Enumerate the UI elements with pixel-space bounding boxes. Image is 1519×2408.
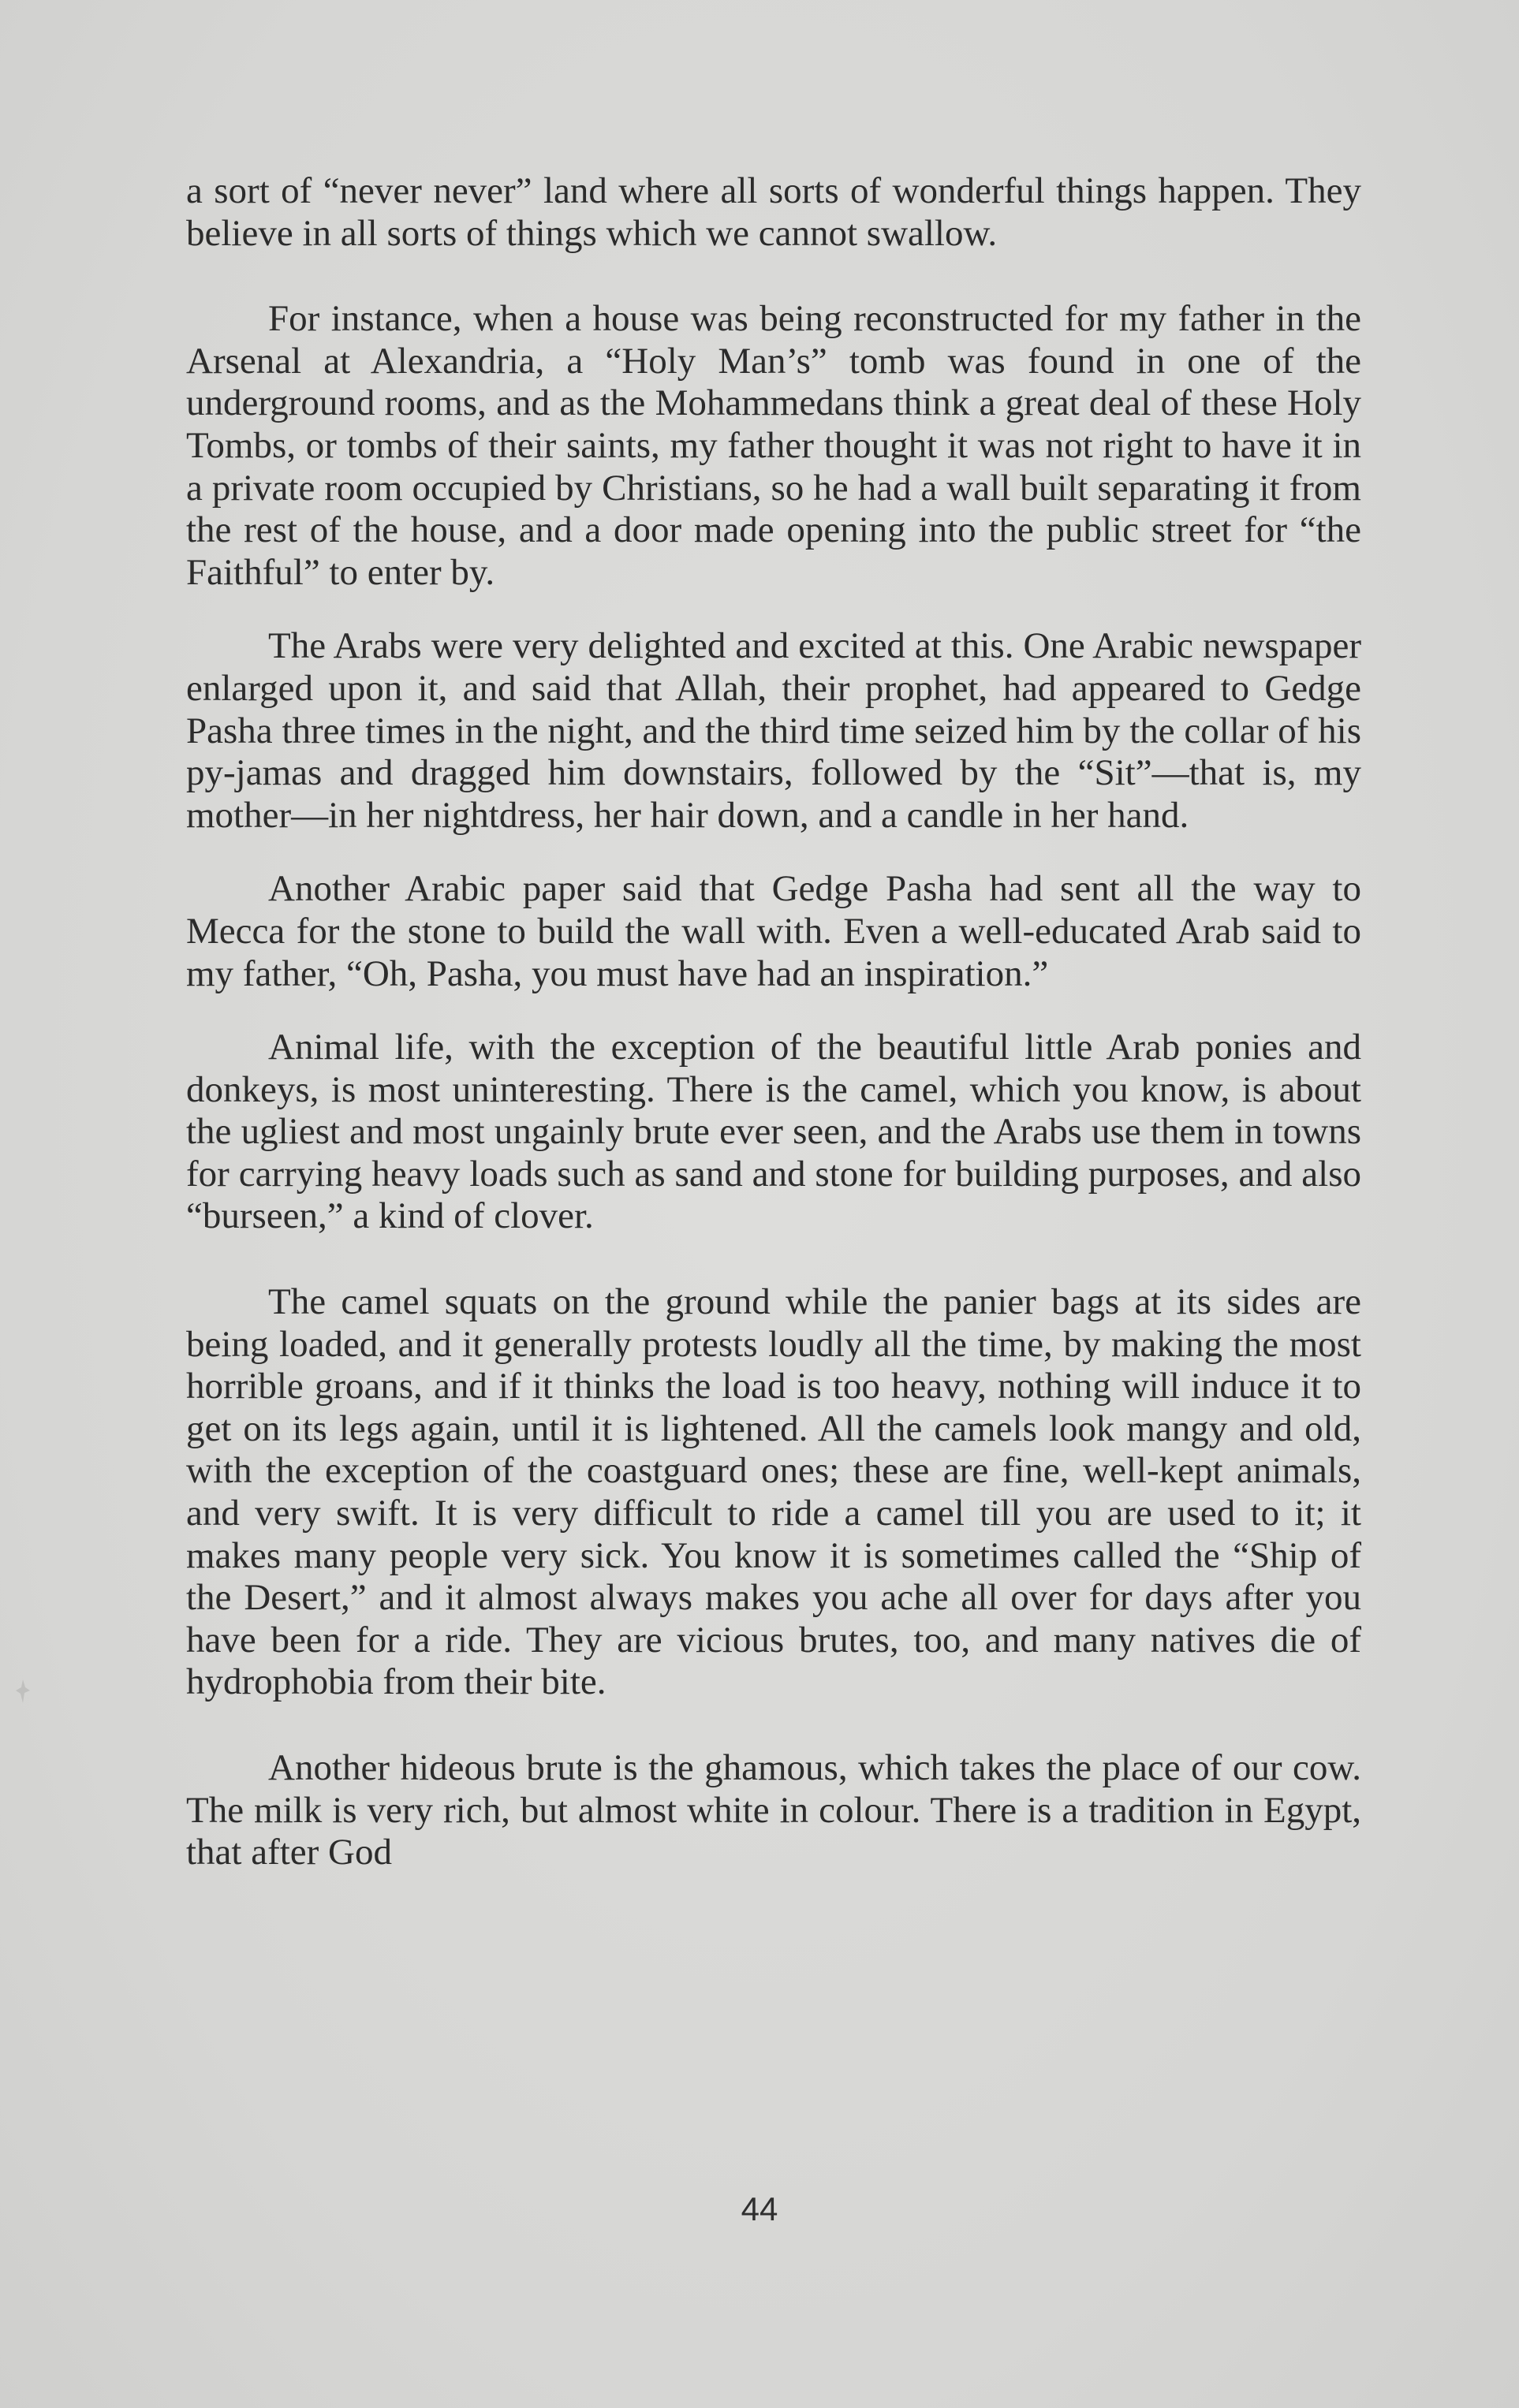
paragraph-mecca-stone: Another Arabic paper said that Gedge Pasha had sent all the way to Mecca for the stone to build the wall with. Even a well-educated Arab said to my father, “Oh, Pasha, you must have had an inspiration.”	[186, 868, 1361, 994]
paper-speck-mark	[14, 1678, 32, 1705]
paragraph-arab-newspaper: The Arabs were very delighted and excited at this. One Arabic newspaper enlarged upon it, and said that Allah, their prophet, had appeared to Gedge Pasha three times in the night, and the third time seized him by the collar of his py-jamas and dragged him downstairs, followed by the “Sit”—that is, my mother—in her nightdress, her hair down, and a candle in her hand.	[186, 625, 1361, 836]
paragraph-holy-tomb: For instance, when a house was being reconstructed for my father in the Arsenal at Alexandria, a “Holy Man’s” tomb was found in one of the underground rooms, and as the Mohammedans think a great deal of these Holy Tombs, or tombs of their saints, my father thought it was not right to have it in a private room occupied by Christians, so he had a wall built separating it from the rest of the house, and a door made opening into the public street for “the Faithful” to enter by.	[186, 298, 1361, 593]
page-number: 44	[741, 2190, 778, 2227]
paragraph-continued: a sort of “never never” land where all sorts of wonderful things happen. They believe in all sorts of things which we cannot swallow.	[186, 170, 1361, 254]
paragraph-animal-life: Animal life, with the exception of the beautiful little Arab ponies and donkeys, is most uninteresting. There is the camel, which you know, is about the ugliest and most ungainly brute ever seen, and the Arabs use them in towns for carrying heavy loads such as sand and stone for building purposes, and also “burseen,” a kind of clover.	[186, 1027, 1361, 1237]
paragraph-ghamous: Another hideous brute is the ghamous, which takes the place of our cow. The milk is very rich, but almost white in colour. There is a tradition in Egypt, that after God	[186, 1747, 1361, 1873]
paragraph-camel: The camel squats on the ground while the panier bags at its sides are being loaded, and it generally protests loudly all the time, by making the most horrible groans, and if it thinks the load is too heavy, nothing will induce it to get on its legs again, until it is lightened. All the camels look mangy and old, with the exception of the coastguard ones; these are fine, well-kept animals, and very swift. It is very difficult to ride a camel till you are used to it; it makes many people very sick. You know it is sometimes called the “Ship of the Desert,” and it almost always makes you ache all over for days after you have been for a ride. They are vicious brutes, too, and many natives die of hydrophobia from their bite.	[186, 1281, 1361, 1703]
body-text	[186, 170, 1361, 1874]
